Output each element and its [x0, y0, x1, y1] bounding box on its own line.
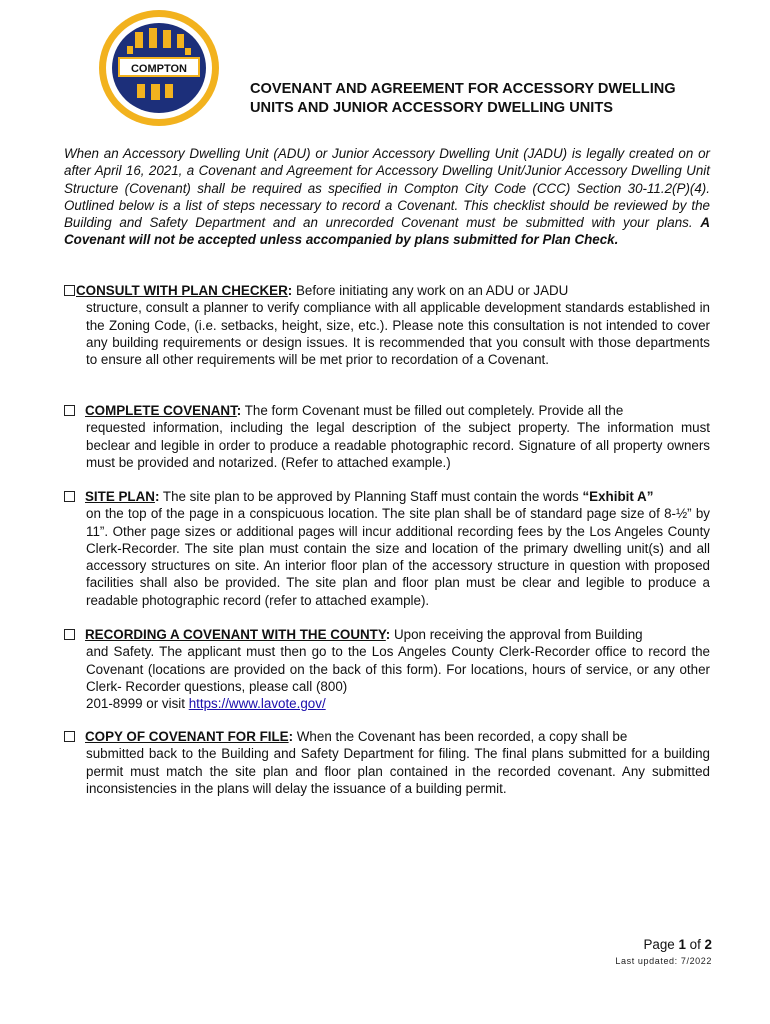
page-number: Page 1 of 2: [643, 937, 712, 952]
title-line-2: UNITS AND JUNIOR ACCESSORY DWELLING UNITS: [250, 100, 613, 116]
checkbox[interactable]: [64, 629, 75, 640]
checkbox[interactable]: [64, 491, 75, 502]
item-body: structure, consult a planner to verify compliance with all applicable development standards established in the Zoning Code, (i.e. setbacks, height, size, etc.). Please note this consultation is not intended to cover any building requirements or design issues. It is recommended that you consult with those departments to ensure all other requirements will be met prior to recordation of a Covenant.: [86, 300, 710, 368]
checklist-item-complete-covenant: COMPLETE COVENANT: The form Covenant must be filled out completely. Provide all the requested information, including the legal description of the subject property. The information must beclear and legible in order to produce a readable photographic record. Signature of all property owners must be provided and notarized. (Refer to attached example.): [64, 402, 710, 471]
item-body: requested information, including the legal description of the subject property. The information must beclear and legible in order to produce a readable photographic record. Signature of all property owners must be provided and notarized. (Refer to attached example.): [86, 420, 710, 470]
city-seal-logo: [97, 8, 221, 128]
checklist-item-consult: CONSULT WITH PLAN CHECKER: Before initiating any work on an ADU or JADU structure, consult a planner to verify compliance with all applicable development standards established in the Zoning Code, (i.e. setbacks, height, size, etc.). Please note this consultation is not intended to cover any building requirements or design issues. It is recommended that you consult with those departments to ensure all other requirements will be met prior to recordation of a Covenant.: [64, 282, 710, 368]
page-title: [250, 80, 740, 118]
item-first-line: Upon receiving the approval from Building: [390, 627, 643, 642]
item-body: and Safety. The applicant must then go to the Los Angeles County Clerk-Recorder office to record the Covenant (locations are provided on the back of this form). For locations, hours of service, or any other Clerk- Recorder questions, please call (800): [86, 644, 710, 694]
title-line-1: COVENANT AND AGREEMENT FOR ACCESSORY DWELLING: [250, 81, 676, 97]
intro-paragraph: [64, 145, 710, 249]
item-heading: RECORDING A COVENANT WITH THE COUNTY: [85, 627, 386, 642]
item-heading: COPY OF COVENANT FOR FILE: [85, 729, 289, 744]
seal-text: COMPTON: [130, 63, 188, 75]
checklist-item-recording: RECORDING A COVENANT WITH THE COUNTY: Upon receiving the approval from Building and Safety. The applicant must then go to the Los Angeles County Clerk-Recorder office to record the Covenant (locations are provided on the back of this form). For locations, hours of service, or any other Clerk- Recorder questions, please call (800) 201-8999 or visit https://www.lavote.gov/: [64, 626, 710, 712]
last-updated: Last updated: 7/2022: [615, 956, 712, 966]
item-heading: COMPLETE COVENANT: [85, 403, 237, 418]
item-first-line: The form Covenant must be filled out completely. Provide all the: [241, 403, 624, 418]
phone-line: 201-8999 or visit: [86, 696, 189, 712]
intro-bold-notice: A Covenant will not be accepted unless accompanied by plans submitted for Plan Check.: [64, 215, 710, 248]
checkbox[interactable]: [64, 285, 75, 296]
checklist-item-copy-for-file: COPY OF COVENANT FOR FILE: When the Covenant has been recorded, a copy shall be submitted back to the Building and Safety Department for filing. The final plans submitted for a building permit must match the site plan and floor plan contained in the recorded covenant. Any submitted inconsistencies in the plans will delay the issuance of a building permit.: [64, 728, 710, 797]
page-current: 1: [678, 937, 686, 952]
item-heading: SITE PLAN: [85, 489, 155, 504]
lavote-link[interactable]: https://www.lavote.gov/: [188, 696, 326, 712]
item-heading: CONSULT WITH PLAN CHECKER: [76, 283, 288, 298]
item-body: submitted back to the Building and Safety Department for filing. The final plans submitted for a building permit must match the site plan and floor plan contained in the recorded covenant. Any submitted inconsistencies in the plans will delay the issuance of a building permit.: [86, 746, 710, 796]
intro-text: When an Accessory Dwelling Unit (ADU) or Junior Accessory Dwelling Unit (JADU) is legally created on or after April 16, 2021, a Covenant and Agreement for Accessory Dwelling Unit/Junior Accessory Dwelling Unit Structure (Covenant) shall be required as specified in Compton City Code (CCC) Section 30-11.2(P)(4). Outlined below is a list of steps necessary to record a Covenant. This checklist should be reviewed by the Building and Safety Department and an unrecorded Covenant must be submitted with your plans.: [64, 146, 710, 231]
checklist-item-site-plan: SITE PLAN: The site plan to be approved by Planning Staff must contain the words “Exhibit A” on the top of the page in a conspicuous location. The site plan shall be of standard page size of 8-½” by 11”. Other page sizes or additional pages will incur additional recording fees by the Los Angeles County Clerk-Recorder. The site plan must contain the size and location of the primary dwelling unit(s) and all accessory structures on site. An interior floor plan of the accessory structure in question with proposed facilities shall also be provided. The site plan and floor plan must be clear and legible to produce a readable photographic record (refer to attached example).: [64, 488, 710, 609]
item-body: on the top of the page in a conspicuous location. The site plan shall be of standard page size of 8-½” by 11”. Other page sizes or additional pages will incur additional recording fees by the Los Angeles County Clerk-Recorder. The site plan must contain the size and location of the primary dwelling unit(s) and all accessory structures on site. An interior floor plan of the accessory structure in question with proposed facilities shall also be provided. The site plan and floor plan must be clear and legible to produce a readable photographic record (refer to attached example).: [86, 506, 710, 608]
checkbox[interactable]: [64, 405, 75, 416]
checkbox[interactable]: [64, 731, 75, 742]
item-first-line: When the Covenant has been recorded, a copy shall be: [293, 729, 628, 744]
page-total: 2: [704, 937, 712, 952]
item-first-line: Before initiating any work on an ADU or JADU: [292, 283, 569, 298]
item-first-line: The site plan to be approved by Planning Staff must contain the words: [159, 489, 583, 504]
exhibit-a-label: “Exhibit A”: [582, 489, 654, 504]
